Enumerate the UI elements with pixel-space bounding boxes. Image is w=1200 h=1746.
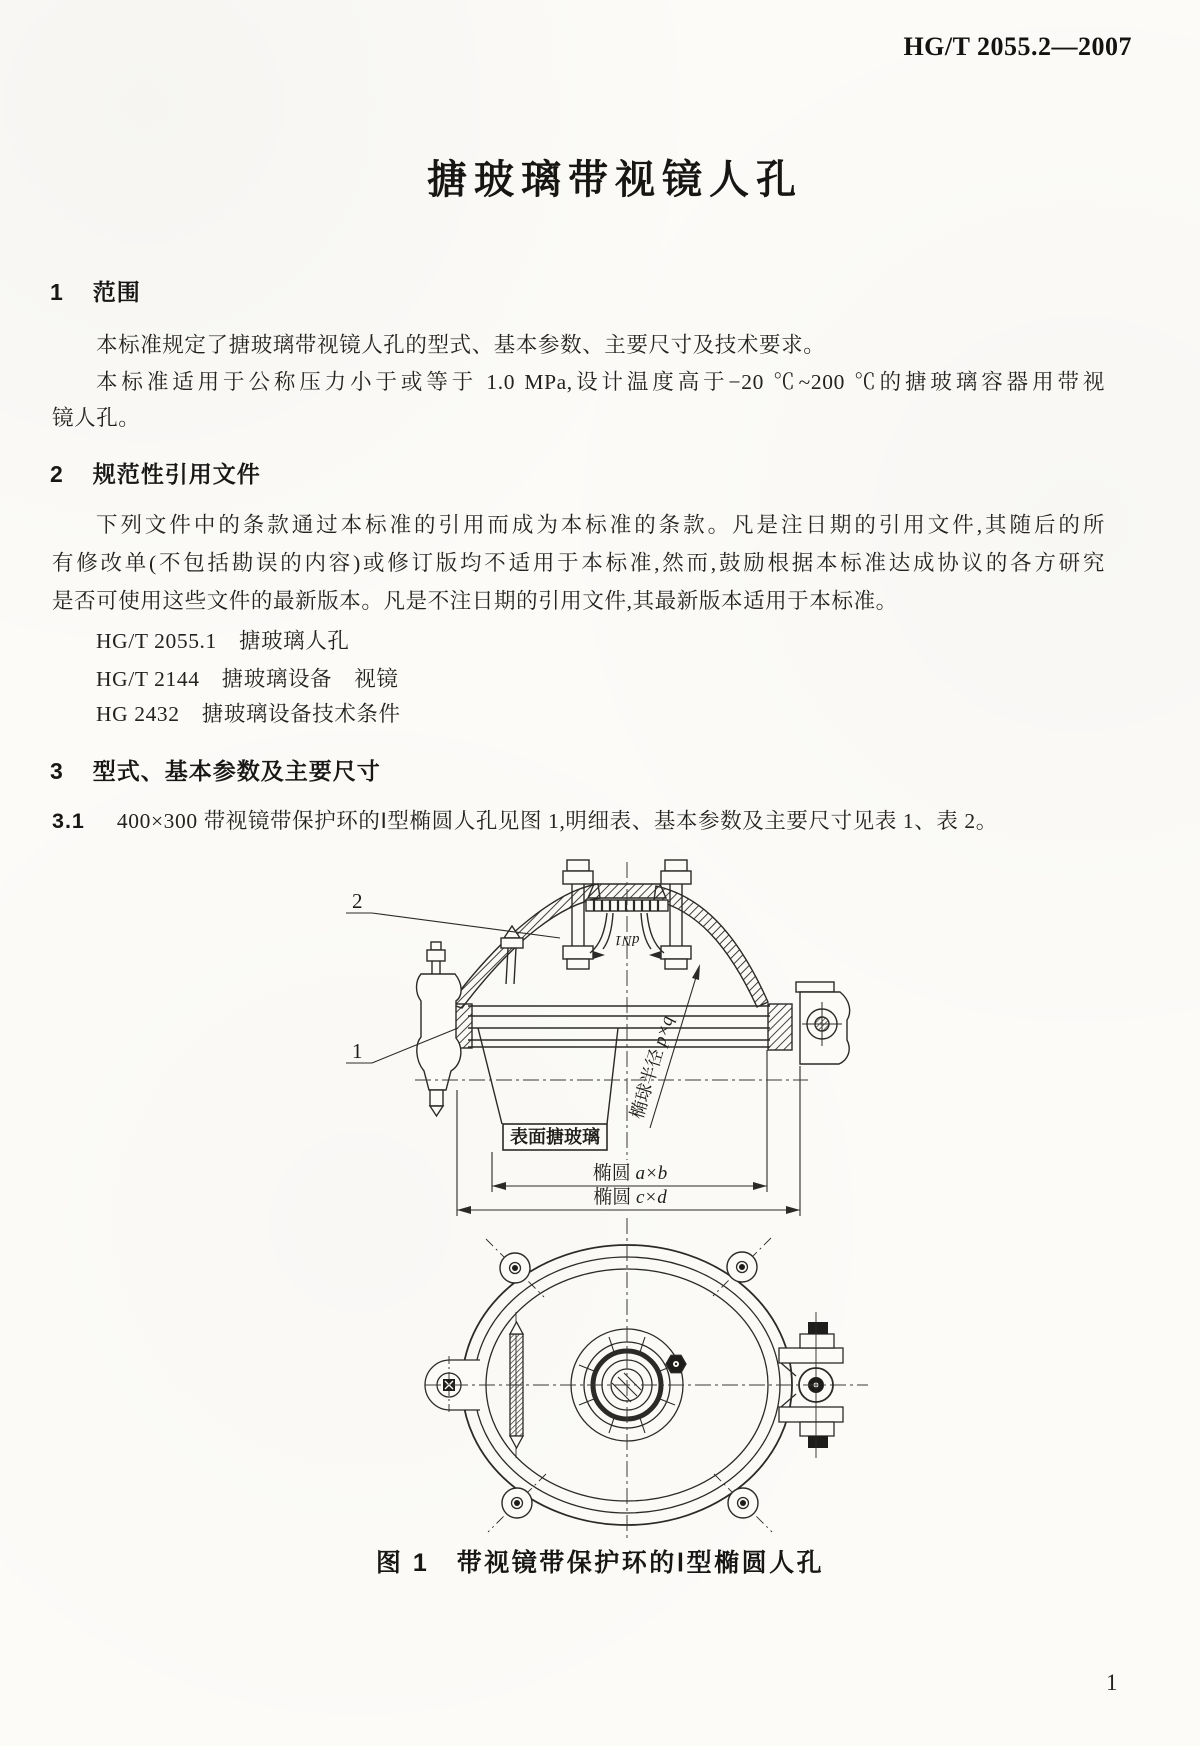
reference-item: HG/T 2144 搪玻璃设备 视镜 [96, 667, 399, 691]
ellipse-cd-text: 椭圆 [593, 1187, 636, 1208]
section-3-number: 3 [50, 758, 63, 784]
figure-caption: 图 1 带视镜带保护环的Ⅰ型椭圆人孔 [375, 1549, 825, 1577]
references-para-line-2: 有修改单(不包括勘误的内容)或修订版均不适用于本标准,然而,鼓励根据本标准达成协议的各方研究 [52, 551, 1105, 575]
ellipsoid-radius-label [627, 1013, 677, 1121]
nozzle-diameter-label: dN1 [614, 932, 640, 948]
clause-3-1-number: 3.1 [52, 809, 85, 833]
ellipse-ab-label [593, 1162, 668, 1184]
section-2-title: 规范性引用文件 [92, 461, 261, 487]
scope-para-1: 本标准规定了搪玻璃带视镜人孔的型式、基本参数、主要尺寸及技术要求。 [96, 333, 826, 357]
ellipse-cd-label [593, 1186, 667, 1208]
page-number: 1 [1106, 1670, 1118, 1695]
section-3-heading [50, 753, 381, 786]
standard-code: HG/T 2055.2—2007 [903, 32, 1132, 61]
ellipse-ab-text: 椭圆 [592, 1163, 636, 1184]
clause-3-1 [52, 807, 1105, 836]
reference-item: HG/T 2055.1 搪玻璃人孔 [96, 629, 350, 653]
glass-surface-label: 表面搪玻璃 [510, 1127, 600, 1147]
scope-para-2-line-1: 本标准适用于公称压力小于或等于 1.0 MPa,设计温度高于−20 ℃~200 ℃的搪玻璃容器用带视 [96, 370, 1105, 394]
section-2-number: 2 [50, 461, 63, 487]
section-1-title: 范围 [92, 279, 141, 305]
references-para-line-1: 下列文件中的条款通过本标准的引用而成为本标准的条款。凡是注日期的引用文件,其随后的所 [96, 513, 1105, 537]
scope-para-2-line-2: 镜人孔。 [52, 406, 141, 430]
ellipse-ab-dims: a×b [635, 1163, 668, 1184]
references-para-line-3: 是否可使用这些文件的最新版本。凡是不注日期的引用文件,其最新版本适用于本标准。 [52, 589, 898, 613]
figure-1-drawing [0, 850, 1200, 1550]
ellipsoid-radius-dims: p×q [649, 1013, 678, 1049]
ellipsoid-radius-text: 椭球半径 [626, 1042, 669, 1122]
part-label-2: 2 [352, 889, 363, 913]
section-3-title: 型式、基本参数及主要尺寸 [92, 758, 381, 784]
clause-3-1-text: 400×300 带视镜带保护环的Ⅰ型椭圆人孔见图 1,明细表、基本参数及主要尺寸见表 1、表 2。 [116, 809, 998, 833]
section-1-heading [50, 274, 141, 307]
ellipse-cd-dims: c×d [636, 1187, 667, 1208]
reference-item: HG 2432 搪玻璃设备技术条件 [96, 702, 401, 726]
section-1-number: 1 [50, 279, 63, 305]
right-hinge-bracket [796, 982, 850, 1064]
section-2-heading [50, 456, 261, 489]
sight-glass-left-bolt [563, 860, 593, 969]
page-title: 搪玻璃带视镜人孔 [427, 158, 803, 202]
part-label-1: 1 [352, 1039, 363, 1063]
